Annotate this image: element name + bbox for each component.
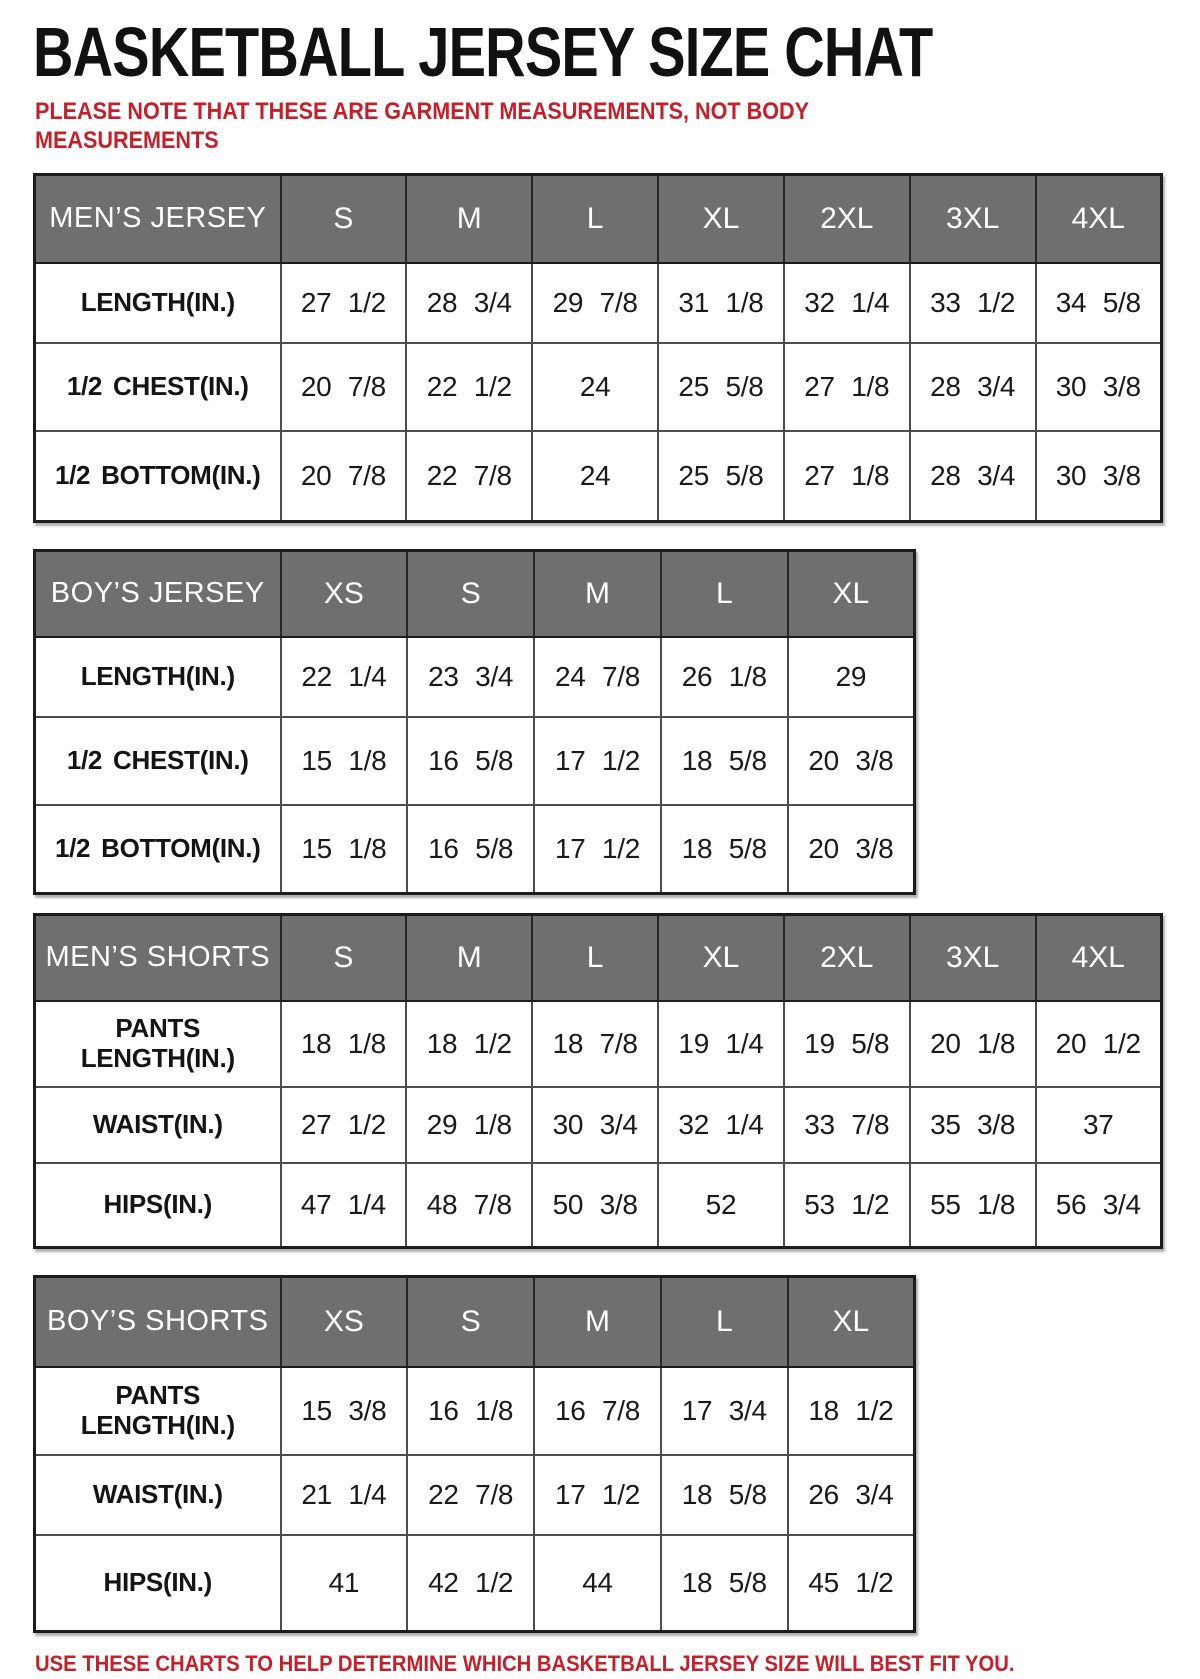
- size-column-header: M: [406, 174, 532, 263]
- size-value: 28 3/4: [910, 343, 1036, 431]
- size-value: 24: [532, 431, 658, 522]
- size-column-header: L: [661, 550, 788, 637]
- table-title-cell: MEN’S SHORTS: [35, 914, 281, 1001]
- size-value: 27 1/2: [281, 1087, 407, 1163]
- size-value: 26 1/8: [661, 637, 788, 717]
- row-label: 1/2 CHEST(IN.): [35, 717, 281, 805]
- size-column-header: XL: [658, 914, 784, 1001]
- table-title-cell: BOY’S SHORTS: [35, 1276, 281, 1367]
- table-row: [35, 1455, 915, 1535]
- size-column-header: 3XL: [910, 914, 1036, 1001]
- table-row: [35, 431, 1162, 522]
- size-value: 29 7/8: [532, 263, 658, 343]
- size-value: 17 1/2: [534, 1455, 661, 1535]
- size-value: 34 5/8: [1036, 263, 1162, 343]
- size-value: 21 1/4: [281, 1455, 408, 1535]
- size-value: 25 5/8: [658, 431, 784, 522]
- size-column-header: XL: [658, 174, 784, 263]
- size-value: 30 3/8: [1036, 431, 1162, 522]
- size-column-header: S: [407, 550, 534, 637]
- size-value: 55 1/8: [910, 1163, 1036, 1248]
- size-value: 28 3/4: [910, 431, 1036, 522]
- size-value: 22 7/8: [406, 431, 532, 522]
- size-value: 20 3/8: [788, 805, 915, 894]
- size-value: 28 3/4: [406, 263, 532, 343]
- size-value: 16 5/8: [407, 805, 534, 894]
- size-column-header: XL: [788, 1276, 915, 1367]
- size-column-header: L: [532, 914, 658, 1001]
- size-value: 52: [658, 1163, 784, 1248]
- size-value: 22 7/8: [407, 1455, 534, 1535]
- row-label: WAIST(IN.): [35, 1455, 281, 1535]
- size-value: 17 3/4: [661, 1367, 788, 1455]
- size-column-header: L: [661, 1276, 788, 1367]
- size-value: 20 1/2: [1036, 1001, 1162, 1087]
- footer-note-text: USE THESE CHARTS TO HELP DETERMINE WHICH BASKETBALL JERSEY SIZE WILL BEST FIT YOU.: [35, 1650, 1015, 1676]
- size-column-header: S: [281, 174, 407, 263]
- size-column-header: M: [534, 1276, 661, 1367]
- size-value: 16 1/8: [407, 1367, 534, 1455]
- size-column-header: 2XL: [784, 914, 910, 1001]
- size-value: 22 1/2: [406, 343, 532, 431]
- size-value: 15 1/8: [281, 805, 408, 894]
- size-value: 44: [534, 1535, 661, 1632]
- table-row: [35, 717, 915, 805]
- row-label: WAIST(IN.): [35, 1087, 281, 1163]
- size-value: 25 5/8: [658, 343, 784, 431]
- header-row: [35, 914, 1162, 1001]
- size-value: 41: [281, 1535, 408, 1632]
- size-column-header: XS: [281, 550, 408, 637]
- size-value: 18 5/8: [661, 717, 788, 805]
- row-label: 1/2 CHEST(IN.): [35, 343, 281, 431]
- table-row: [35, 1163, 1162, 1248]
- size-value: 15 1/8: [281, 717, 408, 805]
- header-row: [35, 550, 915, 637]
- size-value: 20 1/8: [910, 1001, 1036, 1087]
- table-title-cell: BOY’S JERSEY: [35, 550, 281, 637]
- row-label: HIPS(IN.): [35, 1163, 281, 1248]
- size-value: 37: [1036, 1087, 1162, 1163]
- table-row: [35, 1367, 915, 1455]
- size-value: 29 1/8: [406, 1087, 532, 1163]
- size-value: 30 3/4: [532, 1087, 658, 1163]
- size-column-header: 2XL: [784, 174, 910, 263]
- size-value: 47 1/4: [281, 1163, 407, 1248]
- size-column-header: XL: [788, 550, 915, 637]
- size-value: 22 1/4: [281, 637, 408, 717]
- size-value: 18 5/8: [661, 1455, 788, 1535]
- table-title-cell: MEN’S JERSEY: [35, 174, 281, 263]
- mens-shorts-table: [33, 913, 1163, 1249]
- table-row: [35, 1001, 1162, 1087]
- mens-jersey-table: [33, 173, 1163, 523]
- header-row: [35, 1276, 915, 1367]
- size-value: 18 1/2: [406, 1001, 532, 1087]
- size-column-header: 4XL: [1036, 174, 1162, 263]
- size-value: 20 7/8: [281, 431, 407, 522]
- size-value: 48 7/8: [406, 1163, 532, 1248]
- row-label: LENGTH(IN.): [35, 263, 281, 343]
- size-column-header: M: [406, 914, 532, 1001]
- size-value: 18 1/8: [281, 1001, 407, 1087]
- size-column-header: L: [532, 174, 658, 263]
- size-value: 27 1/8: [784, 343, 910, 431]
- row-label: 1/2 BOTTOM(IN.): [35, 431, 281, 522]
- page-title-text: BASKETBALL JERSEY SIZE CHAT: [33, 13, 933, 91]
- table-row: [35, 343, 1162, 431]
- size-value: 24 7/8: [534, 637, 661, 717]
- size-value: 27 1/8: [784, 431, 910, 522]
- row-label: 1/2 BOTTOM(IN.): [35, 805, 281, 894]
- size-value: 23 3/4: [407, 637, 534, 717]
- size-value: 24: [532, 343, 658, 431]
- size-value: 32 1/4: [658, 1087, 784, 1163]
- size-value: 33 7/8: [784, 1087, 910, 1163]
- garment-measurement-note-text: PLEASE NOTE THAT THESE ARE GARMENT MEASUREMENTS, NOT BODY MEASUREMENTS: [35, 97, 809, 154]
- row-label: PANTS LENGTH(IN.): [35, 1367, 281, 1455]
- size-value: 45 1/2: [788, 1535, 915, 1632]
- size-value: 15 3/8: [281, 1367, 408, 1455]
- size-chart-tables: [33, 173, 1200, 1633]
- size-value: 18 1/2: [788, 1367, 915, 1455]
- size-value: 18 5/8: [661, 1535, 788, 1632]
- size-value: 50 3/8: [532, 1163, 658, 1248]
- size-column-header: 3XL: [910, 174, 1036, 263]
- size-column-header: XS: [281, 1276, 408, 1367]
- garment-measurement-note: [35, 97, 915, 155]
- size-value: 53 1/2: [784, 1163, 910, 1248]
- size-value: 16 5/8: [407, 717, 534, 805]
- row-label: LENGTH(IN.): [35, 637, 281, 717]
- row-label: HIPS(IN.): [35, 1535, 281, 1632]
- size-value: 26 3/4: [788, 1455, 915, 1535]
- page-header: [33, 13, 1200, 155]
- size-value: 35 3/8: [910, 1087, 1036, 1163]
- size-value: 20 3/8: [788, 717, 915, 805]
- boys-shorts-table: [33, 1275, 916, 1633]
- page-title: [33, 13, 1200, 91]
- size-column-header: S: [407, 1276, 534, 1367]
- size-value: 33 1/2: [910, 263, 1036, 343]
- size-column-header: M: [534, 550, 661, 637]
- size-value: 27 1/2: [281, 263, 407, 343]
- header-row: [35, 174, 1162, 263]
- size-value: 29: [788, 637, 915, 717]
- table-row: [35, 1087, 1162, 1163]
- table-row: [35, 637, 915, 717]
- size-value: 19 5/8: [784, 1001, 910, 1087]
- size-value: 17 1/2: [534, 805, 661, 894]
- table-row: [35, 805, 915, 894]
- boys-jersey-table: [33, 549, 916, 895]
- size-value: 30 3/8: [1036, 343, 1162, 431]
- size-value: 32 1/4: [784, 263, 910, 343]
- size-value: 31 1/8: [658, 263, 784, 343]
- table-row: [35, 1535, 915, 1632]
- size-column-header: S: [281, 914, 407, 1001]
- size-value: 42 1/2: [407, 1535, 534, 1632]
- size-value: 18 7/8: [532, 1001, 658, 1087]
- size-value: 20 7/8: [281, 343, 407, 431]
- size-column-header: 4XL: [1036, 914, 1162, 1001]
- size-value: 16 7/8: [534, 1367, 661, 1455]
- size-value: 17 1/2: [534, 717, 661, 805]
- row-label: PANTS LENGTH(IN.): [35, 1001, 281, 1087]
- footer-note: [35, 1651, 1200, 1677]
- table-row: [35, 263, 1162, 343]
- size-value: 18 5/8: [661, 805, 788, 894]
- size-value: 56 3/4: [1036, 1163, 1162, 1248]
- size-value: 19 1/4: [658, 1001, 784, 1087]
